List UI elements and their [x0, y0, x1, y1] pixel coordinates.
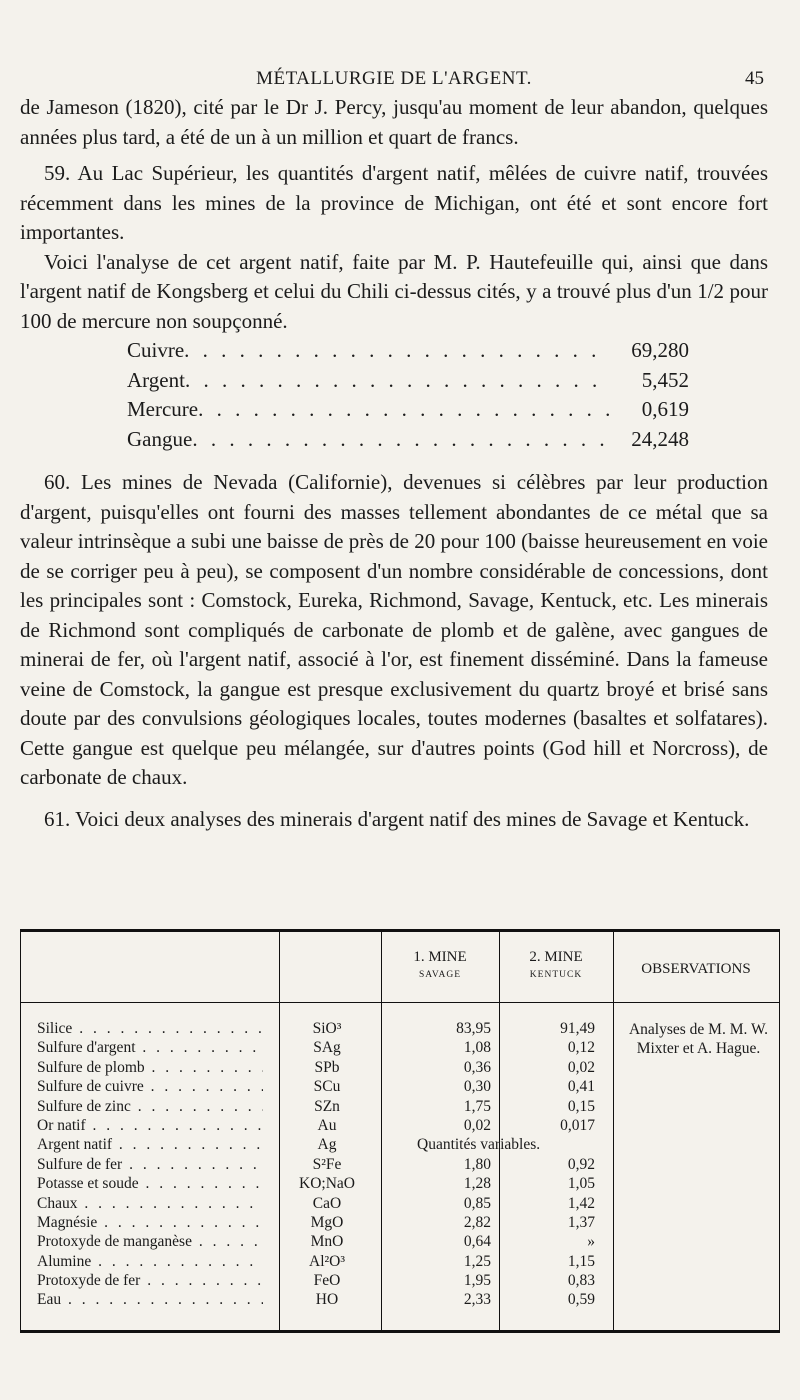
kentuck-value-cell: 0,92	[567, 1155, 595, 1173]
formula-cell: Ag	[317, 1136, 337, 1154]
formula-cell: MnO	[310, 1233, 344, 1251]
analysis-value: 24,248	[631, 426, 689, 451]
running-header	[20, 68, 768, 96]
savage-value-cell: 2,33	[463, 1291, 491, 1309]
substance-cell: Eau . . .	[37, 1291, 263, 1309]
analysis-row	[127, 366, 689, 396]
table-row	[21, 1098, 779, 1117]
kentuck-value-cell: 1,42	[567, 1194, 595, 1212]
analysis-label: Argent	[127, 367, 185, 392]
header-rule	[21, 1002, 779, 1003]
observation-note: Analyses de M. M. W. Mixter et A. Hague.	[628, 1021, 769, 1058]
header-mine-kentuck: 2. MINE KENTUCK	[529, 949, 583, 980]
table-row	[21, 1253, 779, 1272]
header-observations: OBSERVATIONS	[641, 961, 751, 977]
paragraph-analysis-intro: Voici l'analyse de cet argent natif, faite par M. P. Hautefeuille qui, ainsi que dans l'argent natif de Kongsberg et celui du Chili ci-dessus cités, y a trouvé plus d'un 1/2 pour 100 de mercure non soupçonné.	[20, 249, 768, 333]
substance-cell: Chaux . . .	[37, 1195, 263, 1213]
table-row	[21, 1136, 779, 1155]
formula-cell: S²Fe	[312, 1155, 342, 1173]
table-row	[21, 1233, 779, 1252]
paragraph-60: 60. Les mines de Nevada (Californie), devenues si célèbres par leur production d'argent, puisqu'elles ont fourni des masses tellement abondantes de ce métal que sa valeur intrinsèque a subi une baisse de près de 20 pour 100 (baisse heureusement en voie de se corriger peu à peu), se composent d'un nombre considérable de concessions, dont les principales sont : Comstock, Eureka, Richmond, Savage, Kentuck, etc. Les minerais de Richmond sont compliqués de carbonate de plomb et de galène, avec gangues de minerai de fer, où l'argent natif, associé à l'or, est finement disséminé. Dans la fameuse veine de Comstock, la gangue est presque exclusivement du quartz broyé et brisé sans doute par des convulsions géologiques locales, toutes modernes (basaltes et solfatares). Cette gangue est quelque peu mélangée, sur d'autres points (God hill et Norcross), de carbonate de chaux.	[20, 470, 768, 789]
kentuck-value-cell: 0,15	[567, 1097, 595, 1115]
savage-value-cell: 0,02	[463, 1116, 491, 1134]
kentuck-value-cell: 1,05	[567, 1175, 595, 1193]
substance-cell: Sulfure d'argent . . .	[37, 1039, 263, 1057]
table-row	[21, 1078, 779, 1097]
analysis-value: 5,452	[641, 367, 689, 392]
leader-dots	[192, 425, 611, 455]
kentuck-value-cell: 0,83	[567, 1272, 595, 1290]
leader-dots	[185, 366, 611, 396]
leader-dots	[198, 395, 611, 425]
substance-cell: Or natif . . .	[37, 1117, 263, 1135]
running-title: MÉTALLURGIE DE L'ARGENT.	[256, 68, 532, 89]
formula-cell: CaO	[312, 1194, 342, 1212]
table-row	[21, 1195, 779, 1214]
analysis-list	[127, 336, 689, 454]
kentuck-value-cell: 1,37	[567, 1213, 595, 1231]
substance-cell: Protoxyde de manganèse . . .	[37, 1233, 263, 1251]
savage-value-cell: 0,64	[463, 1233, 491, 1251]
formula-cell: Au	[317, 1116, 337, 1134]
formula-cell: FeO	[313, 1272, 341, 1290]
analysis-value: 0,619	[641, 397, 689, 421]
analysis-table	[20, 929, 780, 1333]
substance-cell: Alumine . . .	[37, 1253, 263, 1271]
savage-value-cell: 1,25	[463, 1252, 491, 1270]
savage-value-cell: 2,82	[463, 1213, 491, 1231]
savage-value-cell: 1,80	[463, 1155, 491, 1173]
substance-cell: Sulfure de plomb . . .	[37, 1059, 263, 1077]
analysis-row	[127, 336, 689, 366]
kentuck-value-cell: 0,12	[567, 1039, 595, 1057]
substance-cell: Sulfure de fer . . .	[37, 1156, 263, 1174]
kentuck-value-cell: 0,017	[560, 1116, 595, 1134]
formula-cell: Al²O³	[309, 1252, 345, 1270]
analysis-label: Cuivre	[127, 338, 185, 362]
table-row	[21, 1291, 779, 1310]
formula-cell: SCu	[313, 1078, 341, 1096]
analysis-value: 69,280	[631, 338, 689, 362]
substance-cell: Sulfure de zinc . . .	[37, 1098, 263, 1116]
formula-cell: MgO	[310, 1213, 344, 1231]
table-row	[21, 1059, 779, 1078]
table-row	[21, 1175, 779, 1194]
savage-value-cell: 83,95	[456, 1020, 491, 1037]
analysis-label: Mercure	[127, 397, 199, 421]
savage-value-cell: 0,30	[463, 1078, 491, 1096]
paragraph-continuation: de Jameson (1820), cité par le Dr J. Percy, jusqu'au moment de leur abandon, quelques années plus tard, a été de un à un million et quart de francs.	[20, 95, 768, 149]
paragraph-61: 61. Voici deux analyses des minerais d'argent natif des mines de Savage et Kentuck.	[44, 806, 750, 831]
body-text	[20, 93, 768, 834]
leader-dots	[184, 336, 611, 366]
substance-cell: Silice . . .	[37, 1020, 263, 1038]
substance-cell: Sulfure de cuivre . . .	[37, 1078, 263, 1096]
header-mine-savage: 1. MINE SAVAGE	[413, 949, 467, 980]
savage-value-cell: 1,08	[463, 1039, 491, 1057]
table-row	[21, 1214, 779, 1233]
table-body	[21, 1020, 779, 1311]
substance-cell: Potasse et soude . . .	[37, 1175, 263, 1193]
page-number: 45	[745, 68, 764, 89]
substance-cell: Magnésie . . .	[37, 1214, 263, 1232]
savage-value-cell: 1,28	[463, 1175, 491, 1193]
savage-value-cell: 0,36	[463, 1058, 491, 1076]
analysis-label: Gangue	[127, 426, 193, 451]
kentuck-value-cell: 91,49	[560, 1020, 595, 1037]
kentuck-value-cell: 0,59	[567, 1291, 595, 1309]
merged-value-cell: Quantités variables.	[417, 1136, 541, 1154]
formula-cell: SAg	[313, 1039, 341, 1057]
savage-value-cell: 1,75	[463, 1097, 491, 1115]
savage-value-cell: 1,95	[463, 1272, 491, 1290]
formula-cell: HO	[315, 1291, 339, 1309]
formula-cell: SiO³	[312, 1020, 342, 1037]
formula-cell: SZn	[314, 1097, 340, 1115]
formula-cell: KO;NaO	[299, 1175, 355, 1193]
analysis-row	[127, 395, 689, 425]
kentuck-value-cell: »	[587, 1233, 595, 1251]
paragraph-59: 59. Au Lac Supérieur, les quantités d'argent natif, mêlées de cuivre natif, trouvées récemment dans les mines de la province de Michigan, ont été et sont encore fort importantes.	[20, 161, 768, 244]
table-row	[21, 1272, 779, 1291]
analysis-row	[127, 425, 689, 455]
substance-cell: Argent natif . . .	[37, 1136, 263, 1154]
savage-value-cell: 0,85	[463, 1194, 491, 1212]
kentuck-value-cell: 0,02	[567, 1058, 595, 1076]
table-row	[21, 1156, 779, 1175]
kentuck-value-cell: 1,15	[567, 1252, 595, 1270]
kentuck-value-cell: 0,41	[567, 1078, 595, 1096]
formula-cell: SPb	[314, 1058, 340, 1076]
substance-cell: Protoxyde de fer . . .	[37, 1272, 263, 1290]
table-row	[21, 1117, 779, 1136]
